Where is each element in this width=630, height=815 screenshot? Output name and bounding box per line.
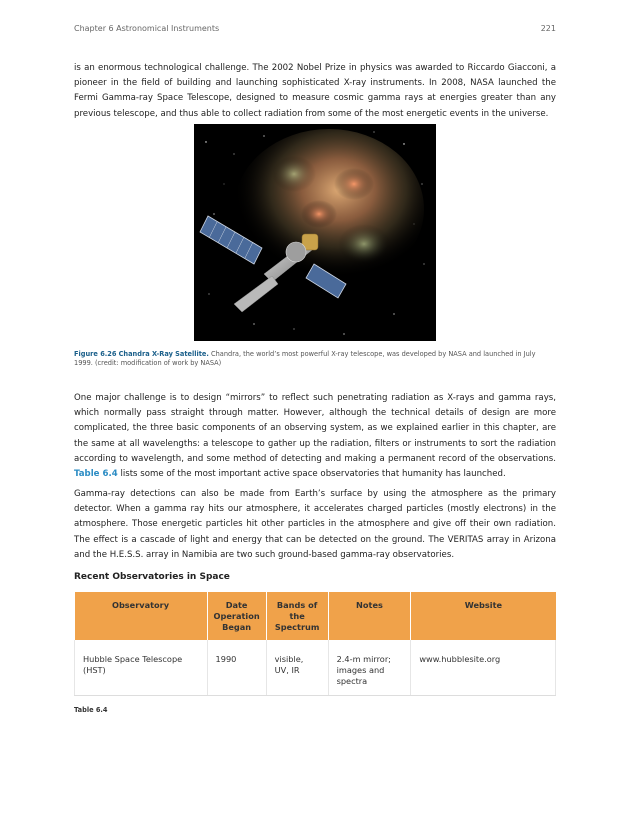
table-reference-link[interactable]: Table 6.4: [74, 469, 118, 480]
paragraph-mirrors: [74, 391, 556, 482]
figure-label: Figure 6.26: [74, 350, 117, 358]
figure-caption: [74, 350, 556, 369]
cell-observatory: Hubble Space Telescope (HST): [75, 640, 208, 696]
paragraph-mirrors-text: One major challenge is to design “mirrors” to reflect such penetrating radiation as X-rays and gamma rays, which normally pass straight through matter. However, although the technical details of design are more complicated, the three basic components of an observing system, as we explained earlier in this chapter, are the same at all wavelengths: a telescope to gather up the radiation, filters or instruments to sort the radiation according to wavelength, and some method of detecting and making a permanent record of the observations.: [74, 393, 556, 464]
cell-notes: 2.4-m mirror; images and spectra: [328, 640, 411, 696]
header-observatory: Observatory: [75, 592, 208, 640]
header-website: Website: [411, 592, 556, 640]
header-bands-of-spectrum: Bands of the Spectrum: [266, 592, 328, 640]
paragraph-mirrors-text-end: lists some of the most important active space observatories that humanity has launched.: [120, 469, 506, 480]
chandra-satellite-image: [194, 124, 436, 341]
figure-title: Chandra X-Ray Satellite.: [118, 350, 209, 358]
cell-date: 1990: [207, 640, 266, 696]
observatories-table: [74, 592, 556, 696]
cell-website[interactable]: www.hubblesite.org: [411, 640, 556, 696]
page-header: [74, 24, 556, 38]
section-title: Recent Observatories in Space: [74, 572, 230, 582]
chandra-illustration: [194, 124, 436, 341]
figure-caption-text: Chandra, the world’s most powerful X-ray telescope, was developed by NASA and launched in July 1999. (credit: modification of work by NASA): [74, 350, 536, 368]
paragraph-intro: is an enormous technological challenge. The 2002 Nobel Prize in physics was awarded to Riccardo Giacconi, a pioneer in the field of building and launching sophisticated X-ray instruments. In 2008, NASA launched the Fermi Gamma-ray Space Telescope, designed to measure cosmic gamma rays at energies greater than any previous telescope, and thus able to collect radiation from some of the most energetic events in the universe.: [74, 63, 556, 119]
page-number: 221: [540, 24, 556, 33]
cell-bands: visible, UV, IR: [266, 640, 328, 696]
table-header-row: [75, 592, 556, 640]
table-label: Table 6.4: [74, 706, 108, 714]
chapter-title: Chapter 6 Astronomical Instruments: [74, 24, 220, 33]
header-notes: Notes: [328, 592, 411, 640]
table-row: [75, 640, 556, 696]
paragraph-gamma-ray: Gamma-ray detections can also be made from Earth’s surface by using the atmosphere as the primary detector. When a gamma ray hits our atmosphere, it accelerates charged particles (mostly electrons) in the atmosphere. Those energetic particles hit other particles in the atmosphere and give off their own radiation. The effect is a cascade of light and energy that can be detected on the ground. The VERITAS array in Arizona and the H.E.S.S. array in Namibia are two such ground-based gamma-ray observatories.: [74, 489, 556, 560]
header-date-operation-began: Date Operation Began: [207, 592, 266, 640]
